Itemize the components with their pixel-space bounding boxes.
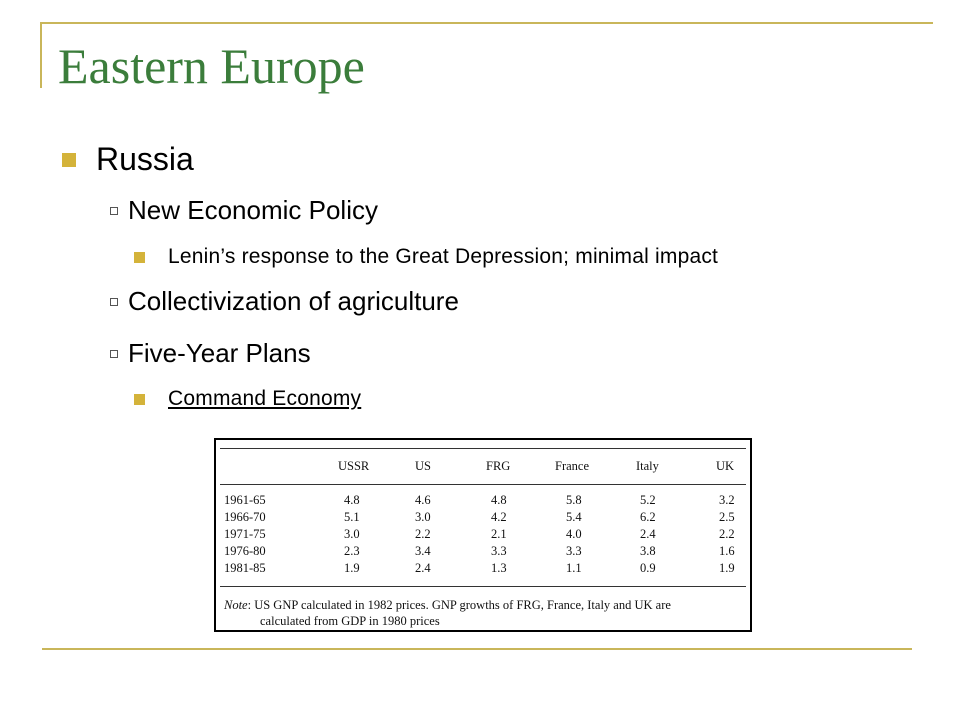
frame-left-line [40, 22, 42, 88]
table-cell: 3.0 [415, 510, 431, 524]
gnp-growth-table [214, 438, 752, 632]
note-line-2: calculated from GDP in 1980 prices [260, 614, 440, 628]
italy-column [640, 492, 656, 577]
table-cell: 0.9 [640, 561, 656, 575]
table-cell: 3.4 [415, 544, 431, 558]
table-cell: 2.4 [415, 561, 431, 575]
bullet-lenin [134, 245, 718, 269]
column-header: USSR [338, 459, 370, 473]
bullet-collectivization-text: Collectivization of agriculture [128, 286, 459, 316]
table-cell: 4.6 [415, 493, 431, 507]
table-cell: 5.1 [344, 510, 360, 524]
table-cell: 3.0 [344, 527, 360, 541]
square-bullet-icon [134, 394, 145, 405]
table-cell: 3.2 [719, 493, 735, 507]
column-header: US [415, 459, 431, 473]
table-cell: 1.9 [344, 561, 360, 575]
table-cell: 2.3 [344, 544, 360, 558]
table-cell: 1.3 [491, 561, 507, 575]
table-cell: 3.3 [491, 544, 507, 558]
france-column [566, 492, 582, 577]
table-cell: 4.8 [344, 493, 360, 507]
table-cell: 3.3 [566, 544, 582, 558]
table-cell: 4.8 [491, 493, 507, 507]
table-cell: 3.8 [640, 544, 656, 558]
period-cell: 1966-70 [224, 510, 266, 524]
command-economy-link[interactable]: Command Economy [168, 387, 362, 410]
frame-top-line [40, 22, 933, 24]
table-cell: 2.1 [491, 527, 507, 541]
bullet-nep [110, 195, 378, 226]
bullet-collectivization [110, 286, 459, 317]
table-note [224, 597, 671, 629]
column-header: FRG [486, 459, 511, 473]
table-cell: 1.9 [719, 561, 735, 575]
bullet-five-year-plans [110, 338, 311, 369]
ussr-column [344, 492, 360, 577]
hollow-square-bullet-icon [110, 350, 118, 358]
table-cell: 6.2 [640, 510, 656, 524]
hollow-square-bullet-icon [110, 298, 118, 306]
uk-column [719, 492, 735, 577]
bullet-russia-text: Russia [96, 141, 194, 177]
table-cell: 5.4 [566, 510, 582, 524]
bullet-five-year-plans-text: Five-Year Plans [128, 338, 311, 368]
table-cell: 4.2 [491, 510, 507, 524]
table-cell: 5.8 [566, 493, 582, 507]
table-cell: 2.2 [719, 527, 735, 541]
table-header-rule [220, 484, 746, 485]
period-cell: 1961-65 [224, 493, 266, 507]
period-cell: 1971-75 [224, 527, 266, 541]
frame-bottom-line [42, 648, 912, 650]
table-cell: 5.2 [640, 493, 656, 507]
column-header: Italy [636, 459, 659, 473]
bullet-russia [62, 141, 194, 178]
bullet-nep-text: New Economic Policy [128, 195, 378, 225]
column-header: France [555, 459, 590, 473]
us-column [415, 492, 431, 577]
bullet-command-economy [134, 387, 361, 411]
square-bullet-icon [134, 252, 145, 263]
column-header: UK [716, 459, 735, 473]
table-cell: 1.6 [719, 544, 735, 558]
period-column [224, 492, 266, 577]
table-top-rule [220, 448, 746, 449]
period-cell: 1976-80 [224, 544, 266, 558]
table-cell: 2.2 [415, 527, 431, 541]
table-cell: 2.4 [640, 527, 656, 541]
table-cell: 4.0 [566, 527, 582, 541]
note-label: Note [224, 598, 248, 612]
bullet-lenin-text: Lenin’s response to the Great Depression; minimal impact [168, 245, 719, 268]
note-line-1: : US GNP calculated in 1982 prices. GNP growths of FRG, France, Italy and UK are [247, 598, 671, 612]
slide-title: Eastern Europe [58, 38, 365, 94]
table-cell: 2.5 [719, 510, 735, 524]
table-bottom-rule [220, 586, 746, 587]
frg-column [491, 492, 507, 577]
period-cell: 1981-85 [224, 561, 266, 575]
square-bullet-icon [62, 153, 76, 167]
table-cell: 1.1 [566, 561, 582, 575]
hollow-square-bullet-icon [110, 207, 118, 215]
